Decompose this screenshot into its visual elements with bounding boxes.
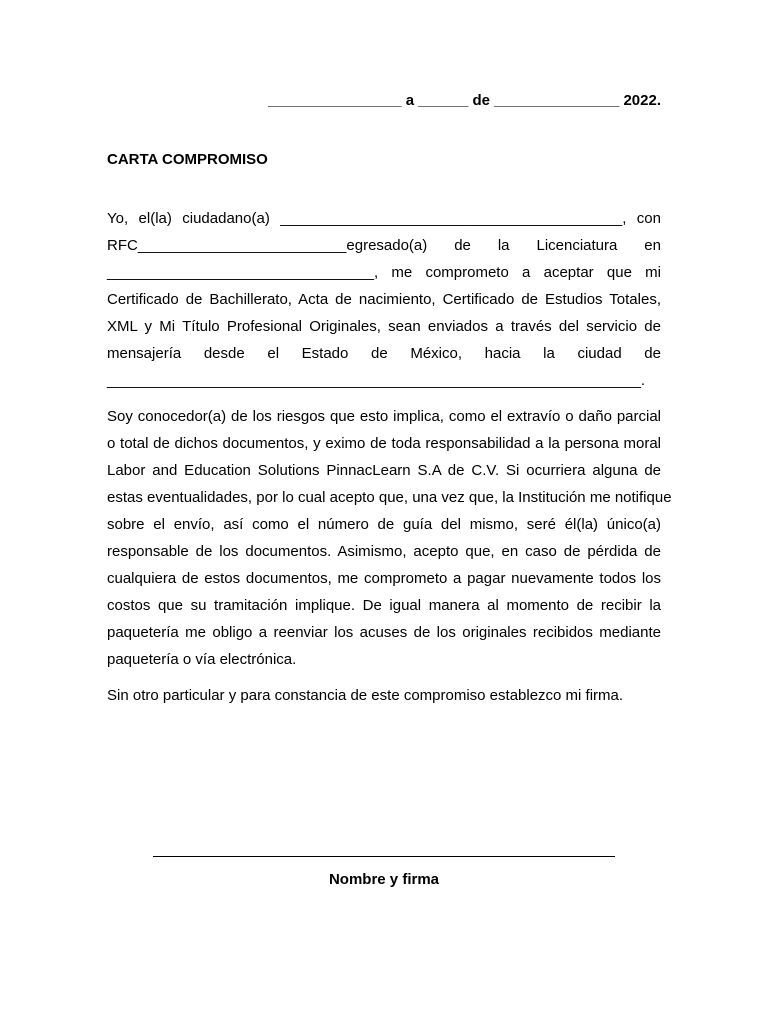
paragraph-line: sobre el envío, así como el número de guía del mismo, seré él(la) único(a) — [107, 516, 661, 533]
closing-paragraph: Sin otro particular y para constancia de este compromiso establezco mi firma. — [107, 687, 624, 704]
paragraph-line: paquetería o vía electrónica. — [107, 651, 297, 668]
paragraph-line: RFC_________________________egresado(a) de la Licenciatura en — [107, 237, 661, 254]
paragraph-line: estas eventualidades, por lo cual acepto que, una vez que, la Institución me notifique — [107, 489, 672, 506]
risk-paragraph — [107, 403, 672, 673]
paragraph-line: ________________________________, me comprometo a aceptar que mi — [107, 264, 661, 281]
paragraph-line: Soy conocedor(a) de los riesgos que esto implica, como el extravío o daño parcial — [107, 408, 661, 425]
paragraph-line: ________________________________________________________________. — [107, 372, 646, 389]
signature-label: Nombre y firma — [328, 871, 440, 888]
paragraph-line: Labor and Education Solutions PinnacLearn S.A de C.V. Si ocurriera alguna de — [107, 462, 661, 479]
paragraph-line: costos que su tramitación implique. De igual manera al momento de recibir la — [107, 597, 661, 614]
signature-line — [153, 856, 615, 857]
paragraph-line: Yo, el(la) ciudadano(a) _________________________________________, con — [107, 210, 661, 227]
paragraph-line: paquetería me obligo a reenviar los acuses de los originales recibidos mediante — [107, 624, 661, 641]
paragraph-line: responsable de los documentos. Asimismo, acepto que, en caso de pérdida de — [107, 543, 661, 560]
paragraph-line: XML y Mi Título Profesional Originales, sean enviados a través del servicio de — [107, 318, 661, 335]
document-title: CARTA COMPROMISO — [107, 151, 268, 168]
paragraph-line: o total de dichos documentos, y eximo de toda responsabilidad a la persona moral — [107, 435, 661, 452]
commitment-paragraph — [107, 205, 661, 394]
paragraph-line: mensajería desde el Estado de México, hacia la ciudad de — [107, 345, 661, 362]
paragraph-line: cualquiera de estos documentos, me comprometo a pagar nuevamente todos los — [107, 570, 661, 587]
date-line: ________________ a ______ de _______________ 2022. — [268, 92, 661, 109]
paragraph-line: Certificado de Bachillerato, Acta de nacimiento, Certificado de Estudios Totales, — [107, 291, 661, 308]
